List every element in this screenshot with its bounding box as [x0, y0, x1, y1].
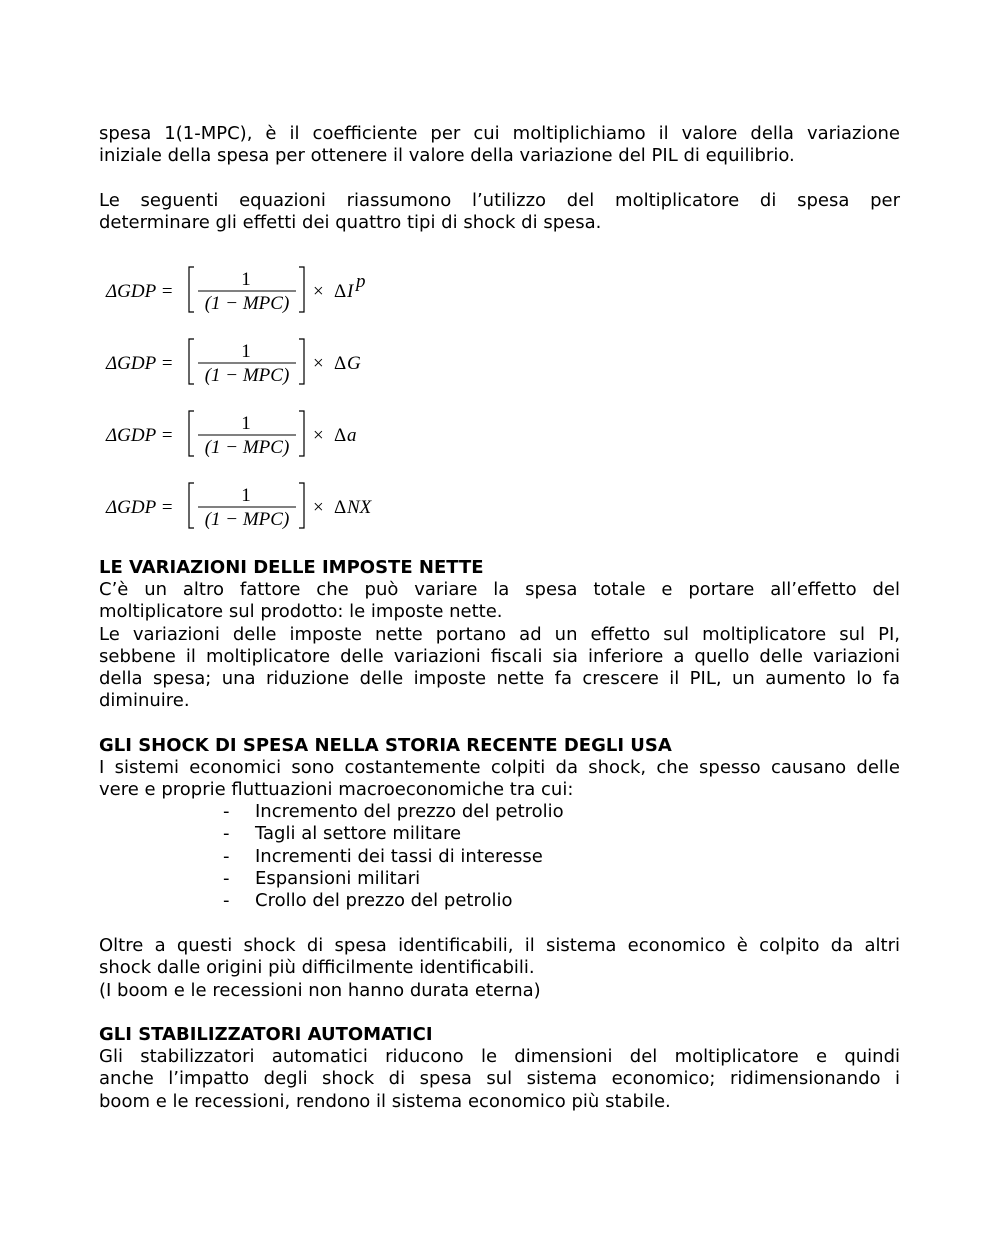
list-marker: -: [223, 890, 230, 912]
equation-lhs: ΔGDP =: [106, 497, 174, 518]
delta-symbol: Δ: [334, 497, 347, 518]
multiplier-equation-government: [106, 332, 426, 392]
text-line: Oltre a questi shock di spesa identificabili, il sistema economico è colpito da altri: [99, 935, 900, 956]
list-item-text: Espansioni militari: [255, 867, 421, 889]
right-bracket: [299, 411, 304, 456]
equation-denominator: (1 − MPC): [204, 437, 290, 458]
shock-paragraph: [99, 757, 900, 802]
left-bracket: [189, 483, 194, 528]
right-bracket: [299, 483, 304, 528]
text-line: boom e le recessioni, rendono il sistema economico più stabile.: [99, 1090, 671, 1112]
section-heading-shock: GLI SHOCK DI SPESA NELLA STORIA RECENTE DEGLI USA: [99, 735, 672, 756]
list-item-text: Incremento del prezzo del petrolio: [255, 801, 564, 822]
shock-variable: a: [347, 425, 357, 446]
text-line: determinare gli effetti dei quattro tipi di shock di spesa.: [99, 212, 602, 234]
equation-graphic: [106, 260, 426, 320]
list-item: [223, 890, 564, 912]
delta-symbol: Δ: [334, 281, 347, 302]
equation-denominator: (1 − MPC): [204, 509, 290, 530]
text-line: Le variazioni delle imposte nette portano ad un effetto sul moltiplicatore sul PI,: [99, 623, 900, 645]
right-bracket: [299, 267, 304, 312]
text-line: (I boom e le recessioni non hanno durata eterna): [99, 979, 541, 1001]
list-item-text: Incrementi dei tassi di interesse: [255, 845, 543, 867]
list-item-text: Tagli al settore militare: [255, 823, 462, 845]
text-line: sebbene il moltiplicatore delle variazioni fiscali sia inferiore a quello delle variazioni: [99, 645, 900, 667]
imposte-paragraph: [99, 579, 900, 713]
stabilizzatori-paragraph: [99, 1046, 900, 1113]
section-heading-stabilizzatori: GLI STABILIZZATORI AUTOMATICI: [99, 1024, 433, 1045]
right-bracket: [299, 339, 304, 384]
shock-closing-paragraph: [99, 935, 900, 1002]
delta-symbol: Δ: [334, 425, 347, 446]
equation-graphic: [106, 332, 426, 392]
left-bracket: [189, 267, 194, 312]
equation-numerator: 1: [241, 485, 251, 506]
equation-numerator: 1: [241, 413, 251, 434]
times-sign: ×: [313, 281, 324, 302]
equation-numerator: 1: [241, 341, 251, 362]
text-line: vere e proprie fluttuazioni macroeconomiche tra cui:: [99, 779, 574, 801]
list-item: [223, 801, 564, 823]
list-item-text: Crollo del prezzo del petrolio: [255, 890, 513, 912]
list-marker: -: [223, 867, 230, 889]
text-line: iniziale della spesa per ottenere il valore della variazione del PIL di equilibrio.: [99, 145, 795, 167]
list-item: [223, 868, 564, 890]
text-line: C’è un altro fattore che può variare la spesa totale e portare all’effetto del: [99, 579, 900, 600]
text-line: shock dalle origini più difficilmente identificabili.: [99, 957, 535, 979]
equation-lhs: ΔGDP =: [106, 425, 174, 446]
shock-variable: I: [347, 281, 354, 302]
list-item: [223, 823, 564, 845]
multiplier-equation-net-exports: [106, 476, 426, 536]
equation-graphic: [106, 476, 426, 536]
text-line: moltiplicatore sul prodotto: le imposte nette.: [99, 601, 503, 623]
text-line: della spesa; una riduzione delle imposte nette fa crescere il PIL, un aumento lo fa: [99, 668, 900, 690]
list-marker: -: [223, 845, 230, 867]
list-marker: -: [223, 801, 230, 822]
times-sign: ×: [313, 353, 324, 374]
equation-numerator: 1: [241, 269, 251, 290]
delta-symbol: Δ: [334, 353, 347, 374]
shock-superscript: p: [356, 271, 366, 292]
list-item: [223, 846, 564, 868]
shock-list: [223, 801, 564, 912]
equations-intro-paragraph: [99, 190, 900, 235]
list-marker: -: [223, 823, 230, 845]
left-bracket: [189, 411, 194, 456]
equation-lhs: ΔGDP =: [106, 353, 174, 374]
text-line: Le seguenti equazioni riassumono l’utilizzo del moltiplicatore di spesa per: [99, 190, 900, 211]
times-sign: ×: [313, 425, 324, 446]
text-line: anche l’impatto degli shock di spesa sul sistema economico; ridimensionando i: [99, 1068, 900, 1090]
text-line: I sistemi economici sono costantemente colpiti da shock, che spesso causano delle: [99, 757, 900, 778]
equation-denominator: (1 − MPC): [204, 365, 290, 386]
shock-variable: G: [347, 353, 361, 374]
equation-lhs: ΔGDP =: [106, 281, 174, 302]
text-line: spesa 1(1-MPC), è il coefficiente per cui moltiplichiamo il valore della variazione: [99, 123, 900, 144]
multiplier-equation-investment: [106, 260, 426, 320]
intro-paragraph: [99, 123, 900, 168]
text-line: diminuire.: [99, 690, 190, 712]
multiplier-equation-autonomous: [106, 404, 426, 464]
left-bracket: [189, 339, 194, 384]
text-line: Gli stabilizzatori automatici riducono le dimensioni del moltiplicatore e quindi: [99, 1046, 900, 1067]
shock-variable: NX: [347, 497, 372, 518]
equation-denominator: (1 − MPC): [204, 293, 290, 314]
section-heading-imposte: LE VARIAZIONI DELLE IMPOSTE NETTE: [99, 557, 484, 578]
equation-graphic: [106, 404, 426, 464]
times-sign: ×: [313, 497, 324, 518]
